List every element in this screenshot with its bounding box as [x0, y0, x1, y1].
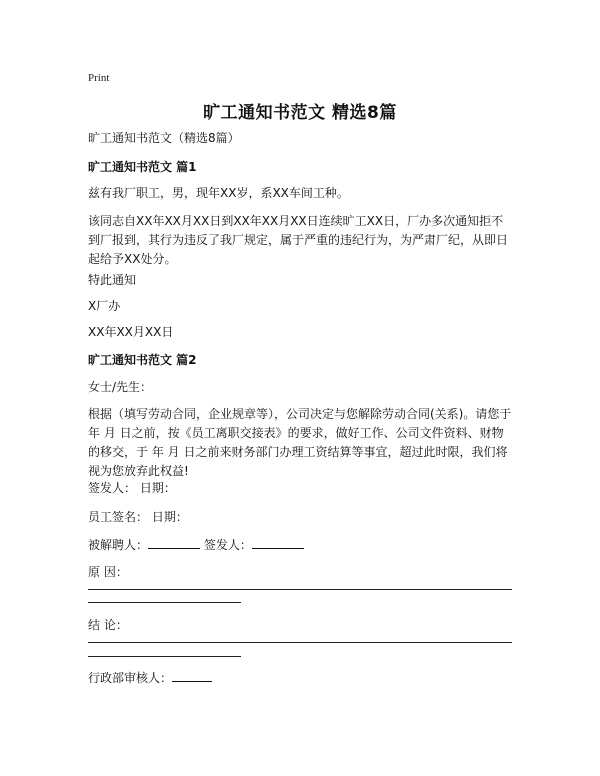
reason-rule-2 [88, 602, 241, 603]
print-link[interactable]: Print [88, 72, 110, 84]
issuer-blank [252, 536, 304, 549]
section1-notice: 特此通知 [88, 273, 137, 287]
reason-rule-1 [88, 589, 512, 590]
conclusion-rule-1 [88, 642, 512, 643]
dismissed-row [88, 535, 304, 555]
hr-review-blank [172, 669, 212, 682]
issuer-label: 签发人： [203, 538, 252, 552]
section2-heading: 旷工通知书范文 篇2 [88, 353, 197, 367]
signer-date-line: 签发人： 日期： [88, 481, 176, 495]
section1-heading: 旷工通知书范文 篇1 [88, 160, 197, 174]
employee-sign-line: 员工签名： 日期： [88, 510, 188, 524]
section2-salutation: 女士/先生： [88, 380, 153, 394]
section1-issuer: X厂办 [88, 299, 121, 313]
section1-date: XX年XX月XX日 [88, 325, 174, 339]
hr-review-row [88, 668, 212, 688]
section2-paragraph: 根据（填写劳动合同，企业规章等），公司决定与您解除劳动合同(关系)。请您于年 月 日之前，按《员工离职交接表》的要求，做好工作、公司文件资料、财物的移交，于 年 月 日之前来财务部门办理工资结算等事宜，超过此时限，我们将视为您放弃此权益! [88, 407, 512, 478]
page-title: 旷工通知书范文 精选8篇 [203, 103, 397, 123]
document-subtitle: 旷工通知书范文（精选8篇） [88, 131, 240, 145]
reason-label: 原 因： [88, 565, 128, 579]
section1-intro: 兹有我厂职工，男，现年XX岁，系XX车间工种。 [88, 186, 349, 200]
dismissed-blank [148, 536, 200, 549]
conclusion-rule-2 [88, 656, 241, 657]
section1-paragraph: 该同志自XX年XX月XX日到XX年XX月XX日连续旷工XX日，厂办多次通知拒不到厂报到，其行为违反了我厂规定，属于严重的违纪行为，为严肃厂纪，从即日起给予XX处分。 [88, 214, 509, 266]
hr-review-label: 行政部审核人： [88, 671, 173, 685]
dismissed-label: 被解聘人： [88, 538, 149, 552]
conclusion-label: 结 论： [88, 618, 128, 632]
